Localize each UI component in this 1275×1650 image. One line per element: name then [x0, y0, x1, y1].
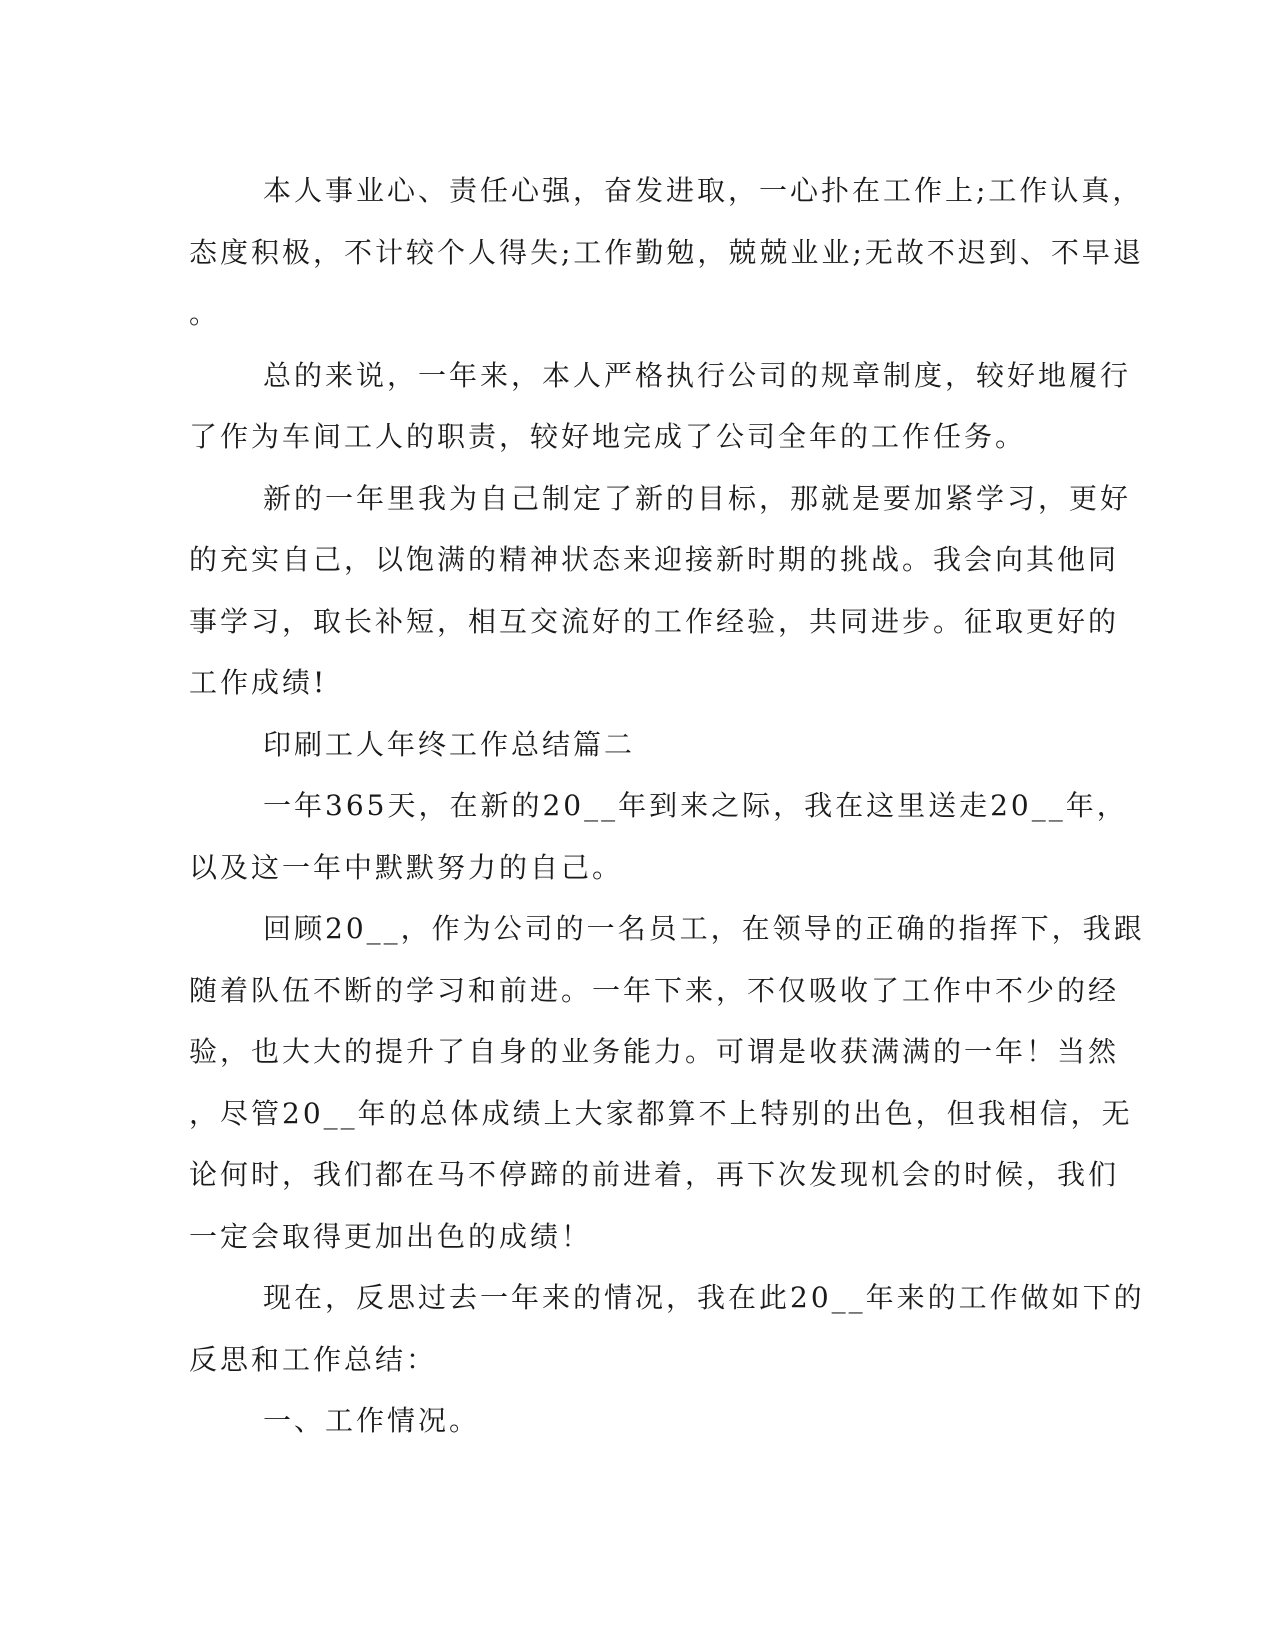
text-line: 以及这一年中默默努力的自己。: [189, 850, 624, 884]
paragraph-intro: [189, 775, 1128, 898]
text-line: 验，也大大的提升了自身的业务能力。可谓是收获满满的一年！当然: [189, 1035, 1120, 1068]
paragraph-summary: [189, 345, 1132, 468]
subsection-heading: [189, 1390, 1079, 1452]
paragraph-reflection: [189, 1267, 1145, 1390]
text-line: 一定会取得更加出色的成绩！: [189, 1219, 593, 1253]
text-line: 本人事业心、责任心强，奋发进取，一心扑在工作上;工作认真，: [263, 174, 1144, 207]
document-body: [189, 160, 1145, 1452]
paragraph-new-goals: [189, 468, 1132, 714]
text-line: 反思和工作总结：: [189, 1342, 438, 1376]
paragraph-attitude: [189, 160, 1144, 345]
text-line: 一年365天，在新的20__年到来之际，我在这里送走20__年，: [263, 789, 1128, 822]
paragraph-review: [189, 898, 1145, 1267]
text-line: 随着队伍不断的学习和前进。一年下来，不仅吸收了工作中不少的经: [189, 973, 1120, 1007]
section-heading: [189, 714, 1079, 776]
text-line: 的充实自己，以饱满的精神状态来迎接新时期的挑战。我会向其他同: [189, 543, 1120, 576]
text-line: 一、工作情况。: [263, 1404, 481, 1437]
text-line: 了作为车间工人的职责，较好地完成了公司全年的工作任务。: [189, 420, 1027, 453]
text-line: 论何时，我们都在马不停蹄的前进着，再下次发现机会的时候，我们: [189, 1158, 1120, 1191]
text-line: 回顾20__，作为公司的一名员工，在领导的正确的指挥下，我跟: [263, 912, 1145, 945]
text-line: 工作成绩!: [189, 666, 328, 699]
text-line: 事学习，取长补短，相互交流好的工作经验，共同进步。征取更好的: [189, 604, 1120, 638]
text-line: 新的一年里我为自己制定了新的目标，那就是要加紧学习，更好: [263, 481, 1132, 515]
text-line: ，尽管20__年的总体成绩上大家都算不上特别的出色，但我相信，无: [189, 1096, 1133, 1130]
text-line: 现在，反思过去一年来的情况，我在此20__年来的工作做如下的: [263, 1281, 1145, 1314]
text-line: 总的来说，一年来，本人严格执行公司的规章制度，较好地履行: [263, 358, 1132, 392]
text-line: 态度积极，不计较个人得失;工作勤勉，兢兢业业;无故不迟到、不早退: [189, 235, 1144, 269]
text-line: 印刷工人年终工作总结篇二: [263, 727, 636, 761]
text-line: 。: [189, 297, 221, 330]
